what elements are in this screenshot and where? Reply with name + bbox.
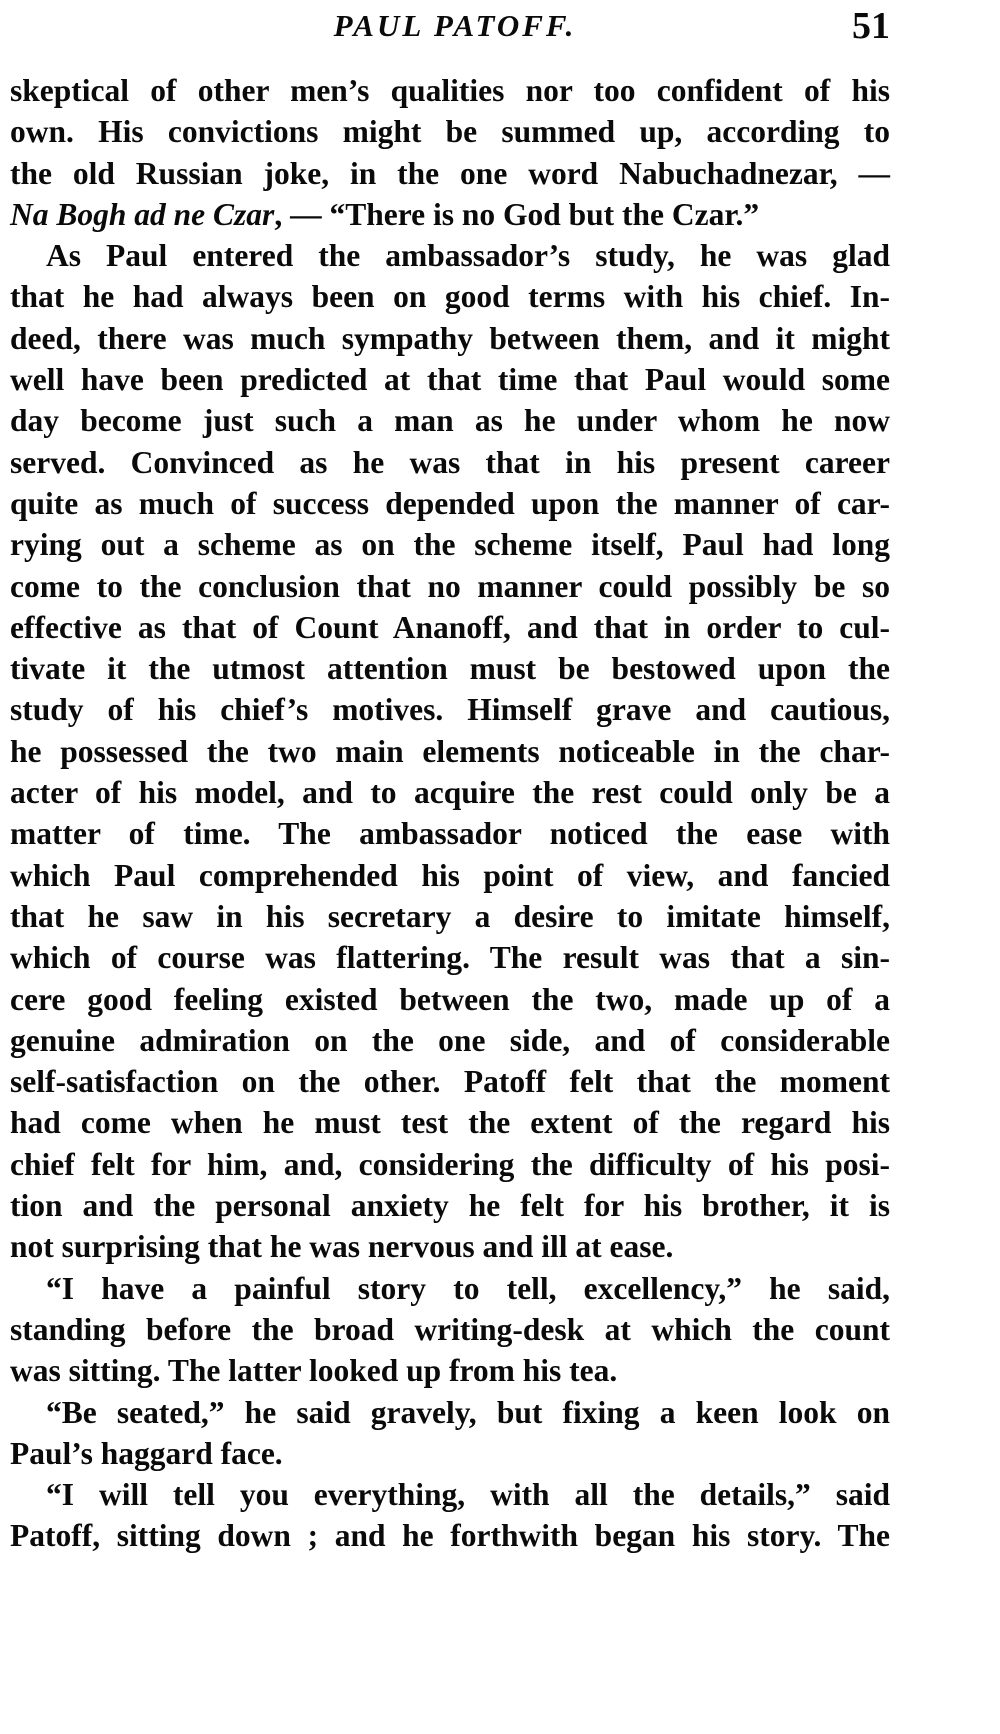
text-line: had come when he must test the extent of the regard his bbox=[10, 1105, 890, 1141]
text-line: Patoff, sitting down ; and he forthwith began his story. The bbox=[10, 1518, 890, 1554]
paragraph bbox=[10, 235, 890, 1267]
paragraph bbox=[10, 1474, 890, 1557]
text-line: tivate it the utmost attention must be bestowed upon the bbox=[10, 651, 890, 687]
text-line: tion and the personal anxiety he felt for his brother, it is bbox=[10, 1188, 890, 1224]
running-title: PAUL PATOFF. bbox=[333, 8, 577, 43]
text-line: Paul’s haggard face. bbox=[10, 1435, 283, 1471]
text-line: genuine admiration on the one side, and of considerable bbox=[10, 1022, 890, 1058]
text-line: deed, there was much sympathy between them, and it might bbox=[10, 320, 890, 356]
paragraph bbox=[10, 1268, 890, 1392]
text-line: As Paul entered the ambassador’s study, he was glad bbox=[46, 238, 890, 274]
text-line: “I will tell you everything, with all the details,” said bbox=[46, 1477, 890, 1513]
text-line: study of his chief’s motives. Himself grave and cautious, bbox=[10, 692, 890, 728]
text-line: that he saw in his secretary a desire to imitate himself, bbox=[10, 898, 890, 934]
text-line-italic-quote bbox=[10, 194, 890, 235]
text-line: “I have a painful story to tell, excellency,” he said, bbox=[46, 1270, 890, 1306]
quote-remainder: , — “There is no God but the Czar.” bbox=[274, 196, 760, 232]
text-line: skeptical of other men’s qualities nor too confident of his bbox=[10, 73, 890, 108]
paragraph bbox=[10, 70, 890, 235]
page-number: 51 bbox=[852, 5, 890, 47]
text-line: was sitting. The latter looked up from his tea. bbox=[10, 1353, 618, 1389]
text-line: which of course was flattering. The result was that a sin- bbox=[10, 940, 890, 976]
text-line: quite as much of success depended upon the manner of car- bbox=[10, 485, 890, 521]
text-line: come to the conclusion that no manner could possibly be so bbox=[10, 568, 890, 604]
text-line: chief felt for him, and, considering the difficulty of his posi- bbox=[10, 1146, 890, 1182]
page-header bbox=[10, 0, 890, 70]
text-line: not surprising that he was nervous and ill at ease. bbox=[10, 1229, 674, 1265]
text-line: day become just such a man as he under whom he now bbox=[10, 403, 890, 439]
text-line: own. His convictions might be summed up, according to bbox=[10, 114, 890, 150]
text-line: matter of time. The ambassador noticed the ease with bbox=[10, 816, 890, 852]
text-body bbox=[10, 70, 890, 1557]
text-line: the old Russian joke, in the one word Nabuchadnezar, — bbox=[10, 155, 890, 191]
text-line: “Be seated,” he said gravely, but fixing a keen look on bbox=[46, 1394, 890, 1430]
text-line: cere good feeling existed between the two, made up of a bbox=[10, 981, 890, 1017]
text-line: standing before the broad writing-desk at which the count bbox=[10, 1311, 890, 1347]
book-page bbox=[10, 0, 890, 1557]
text-line: which Paul comprehended his point of view, and fancied bbox=[10, 857, 890, 893]
text-line: served. Convinced as he was that in his present career bbox=[10, 444, 890, 480]
text-line: self-satisfaction on the other. Patoff felt that the moment bbox=[10, 1064, 890, 1100]
text-line: he possessed the two main elements noticeable in the char- bbox=[10, 733, 890, 769]
text-line: that he had always been on good terms with his chief. In- bbox=[10, 279, 890, 315]
paragraph bbox=[10, 1392, 890, 1475]
text-line: rying out a scheme as on the scheme itself, Paul had long bbox=[10, 527, 890, 563]
italic-phrase: Na Bogh ad ne Czar bbox=[10, 196, 275, 232]
text-line: acter of his model, and to acquire the rest could only be a bbox=[10, 775, 890, 811]
text-line: well have been predicted at that time that Paul would some bbox=[10, 362, 890, 398]
text-line: effective as that of Count Ananoff, and that in order to cul- bbox=[10, 609, 890, 645]
